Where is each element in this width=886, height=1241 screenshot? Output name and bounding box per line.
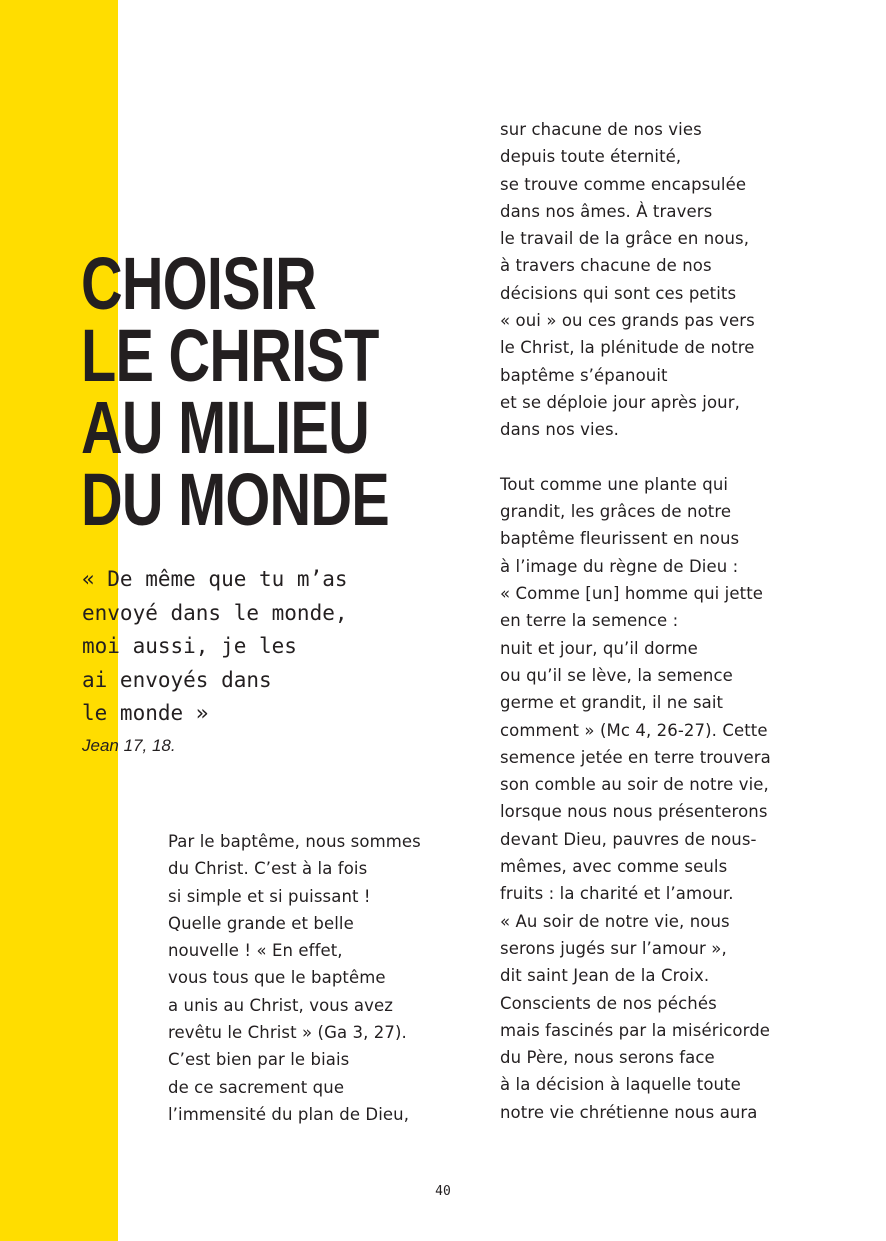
text-line: baptême s’épanouit: [500, 365, 668, 385]
text-line: sur chacune de nos vies: [500, 120, 702, 139]
text-line: à l’image du règne de Dieu :: [500, 556, 739, 576]
title-line: LE CHRIST: [81, 314, 379, 397]
title-line: AU MILIEU: [81, 386, 369, 469]
text-line: ou qu’il se lève, la semence: [500, 665, 733, 685]
text-line: mêmes, avec comme seuls: [500, 857, 728, 877]
quote-line: le monde »: [82, 701, 209, 725]
quote-line: « De même que tu m’as: [82, 567, 348, 591]
text-line: dans nos âmes. À travers: [500, 201, 713, 221]
text-line: vous tous que le baptême: [168, 968, 386, 988]
paragraph-gap: [500, 444, 771, 471]
page-number: 40: [435, 1184, 451, 1199]
epigraph-quote: [82, 563, 348, 731]
text-line: nouvelle ! « En effet,: [168, 941, 343, 961]
title-line: DU MONDE: [81, 458, 390, 541]
page-title: [81, 242, 390, 541]
text-line: Quelle grande et belle: [168, 913, 354, 933]
text-line: l’immensité du plan de Dieu,: [168, 1104, 410, 1124]
text-line: notre vie chrétienne nous aura: [500, 1102, 758, 1122]
quote-line: envoyé dans le monde,: [82, 600, 348, 625]
text-line: depuis toute éternité,: [500, 147, 682, 167]
text-line: a unis au Christ, vous avez: [168, 995, 393, 1015]
text-line: grandit, les grâces de notre: [500, 502, 732, 522]
text-line: lorsque nous nous présenterons: [500, 802, 768, 822]
text-line: Par le baptême, nous sommes: [168, 832, 421, 851]
text-line: à travers chacune de nos: [500, 256, 712, 276]
paragraph: [500, 116, 771, 444]
text-line: du Père, nous serons face: [500, 1048, 715, 1068]
text-line: Tout comme une plante qui: [500, 474, 729, 494]
text-line: son comble au soir de notre vie,: [500, 775, 769, 795]
text-line: fruits : la charité et l’amour.: [500, 884, 734, 904]
text-line: germe et grandit, il ne sait: [500, 693, 724, 713]
paragraph: [500, 471, 771, 1126]
text-line: comment » (Mc 4, 26-27). Cette: [500, 720, 768, 740]
text-line: semence jetée en terre trouvera: [500, 747, 771, 767]
text-line: dans nos vies.: [500, 420, 620, 440]
text-line: dit saint Jean de la Croix.: [500, 966, 710, 986]
text-line: le Christ, la plénitude de notre: [500, 338, 755, 358]
text-line: décisions qui sont ces petits: [500, 283, 737, 303]
text-line: « Au soir de notre vie, nous: [500, 911, 730, 931]
text-line: « Comme [un] homme qui jette: [500, 584, 764, 604]
quote-line: ai envoyés dans: [82, 667, 272, 692]
body-column-left: [168, 828, 421, 1128]
text-line: baptême fleurissent en nous: [500, 529, 740, 549]
text-line: se trouve comme encapsulée: [500, 174, 747, 194]
text-line: revêtu le Christ » (Ga 3, 27).: [168, 1023, 407, 1043]
text-line: nuit et jour, qu’il dorme: [500, 638, 698, 658]
text-line: serons jugés sur l’amour »,: [500, 938, 727, 958]
body-column-right: [500, 116, 771, 1126]
text-line: devant Dieu, pauvres de nous-: [500, 829, 757, 849]
quote-reference: Jean 17, 18.: [82, 736, 176, 755]
title-line: CHOISIR: [81, 242, 317, 325]
quote-line: moi aussi, je les: [82, 634, 297, 658]
text-line: du Christ. C’est à la fois: [168, 859, 368, 879]
text-line: Conscients de nos péchés: [500, 993, 717, 1013]
text-line: en terre la semence :: [500, 611, 679, 631]
text-line: et se déploie jour après jour,: [500, 392, 740, 412]
text-line: de ce sacrement que: [168, 1077, 345, 1097]
text-line: mais fascinés par la miséricorde: [500, 1020, 771, 1040]
text-line: si simple et si puissant !: [168, 886, 371, 906]
text-line: « oui » ou ces grands pas vers: [500, 311, 755, 331]
text-line: C’est bien par le biais: [168, 1050, 350, 1070]
text-line: le travail de la grâce en nous,: [500, 229, 750, 249]
text-line: à la décision à laquelle toute: [500, 1075, 741, 1095]
